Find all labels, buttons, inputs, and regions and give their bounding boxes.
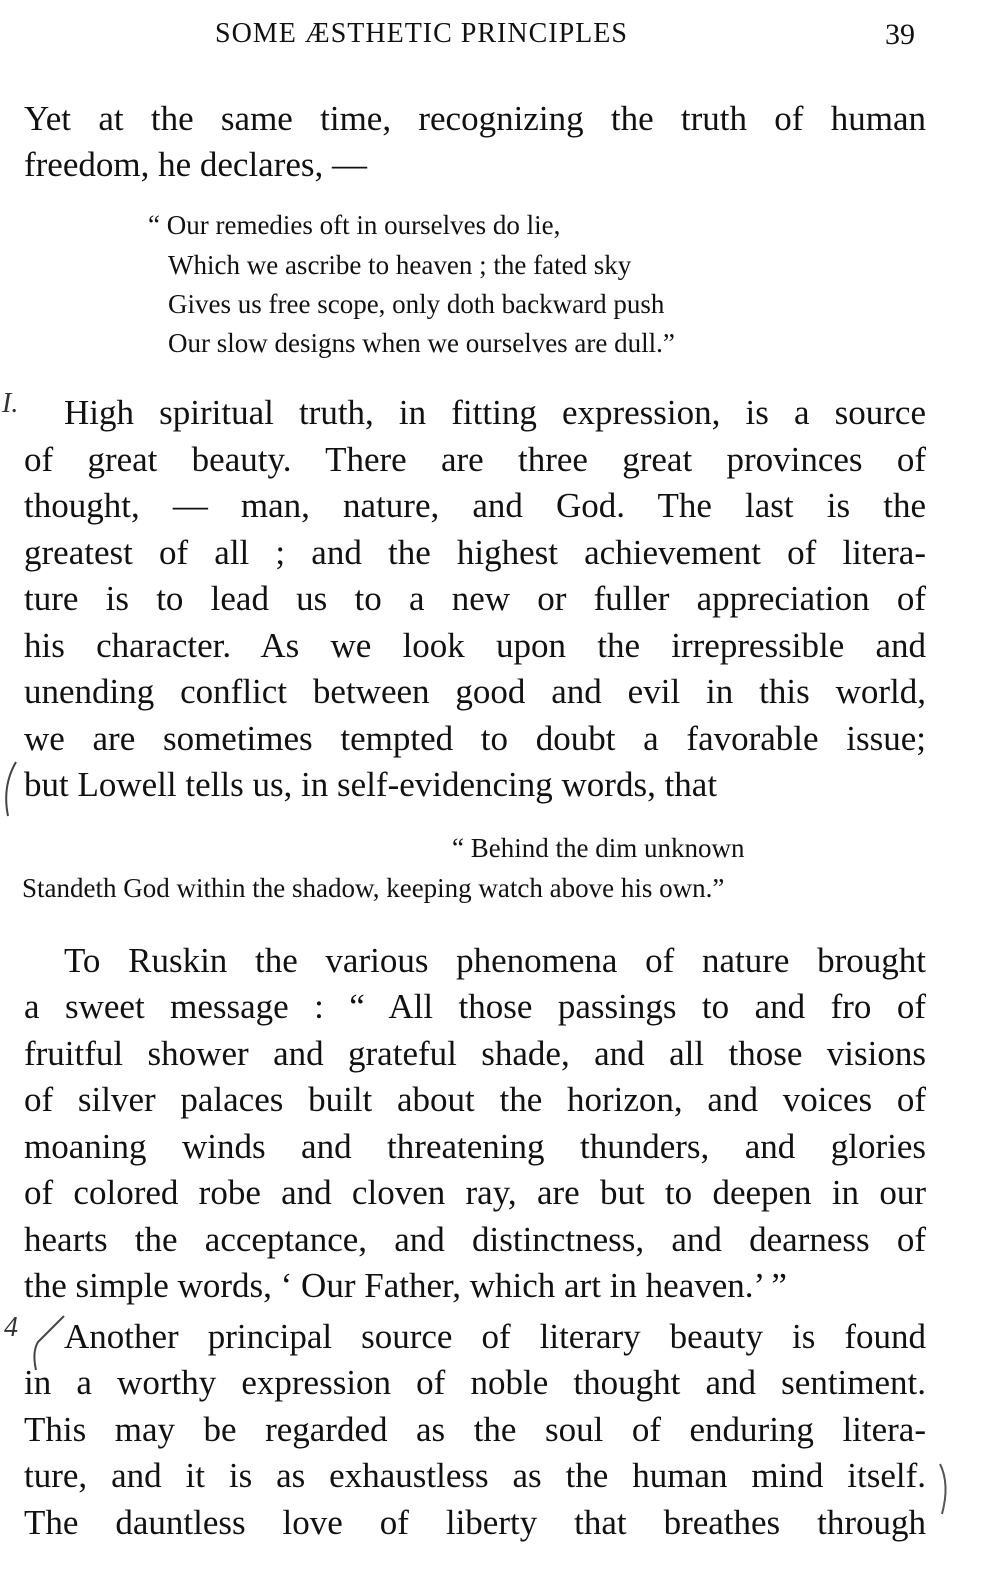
quote-1-line-2: Which we ascribe to heaven ; the fated sky (168, 250, 632, 280)
paragraph-1-line-2: freedom, he declares, — (24, 145, 368, 184)
paragraph-4-line-5: The dauntless love of liberty that breathes through (24, 1503, 926, 1542)
paragraph-3-line-8: the simple words, ‘ Our Father, which art in heaven.’ ” (24, 1266, 787, 1305)
paragraph-2-line-9: but Lowell tells us, in self-evidencing words, that (24, 765, 718, 804)
paragraph-1-line-1: Yet at the same time, recognizing the truth of human (24, 99, 926, 138)
paragraph-2-line-3: thought, — man, nature, and God. The last is the (24, 486, 926, 525)
pencil-right-bracket-icon (936, 1460, 956, 1520)
paragraph-3-line-2: a sweet message : “ All those passings to and fro of (24, 987, 926, 1026)
paragraph-3-line-7: hearts the acceptance, and distinctness, and dearness of (24, 1220, 926, 1259)
paragraph-3-line-3: fruitful shower and grateful shade, and all those visions (24, 1034, 926, 1073)
paragraph-3-line-5: moaning winds and threatening thunders, and glories (24, 1127, 926, 1166)
quote-2-line-1: “ Behind the dim unknown (452, 833, 745, 863)
page-number: 39 (885, 18, 915, 51)
paragraph-2-line-8: we are sometimes tempted to doubt a favorable issue; (24, 719, 926, 758)
paragraph-2-line-1: High spiritual truth, in fitting expression, is a source (64, 393, 926, 432)
paragraph-2-line-7: unending conflict between good and evil in this world, (24, 672, 926, 711)
pencil-bracket-icon (0, 758, 22, 822)
paragraph-2-line-2: of great beauty. There are three great provinces of (24, 440, 926, 479)
paragraph-3-line-1: To Ruskin the various phenomena of nature brought (64, 941, 926, 980)
paragraph-4-line-1: Another principal source of literary beauty is found (64, 1317, 926, 1356)
margin-note-1: I. (2, 388, 19, 419)
quote-1-line-1: “ Our remedies oft in ourselves do lie, (148, 210, 561, 240)
paragraph-3-line-6: of colored robe and cloven ray, are but to deepen in our (24, 1173, 926, 1212)
paragraph-2-line-6: his character. As we look upon the irrepressible and (24, 626, 926, 665)
paragraph-4-line-3: This may be regarded as the soul of enduring litera- (24, 1410, 926, 1449)
quote-2-line-2: Standeth God within the shadow, keeping watch above his own.” (22, 873, 725, 903)
paragraph-4-line-4: ture, and it is as exhaustless as the human mind itself. (24, 1456, 926, 1495)
paragraph-4-line-2: in a worthy expression of noble thought and sentiment. (24, 1363, 926, 1402)
paragraph-2-line-5: ture is to lead us to a new or fuller appreciation of (24, 579, 926, 618)
margin-note-4: 4 (4, 1312, 18, 1343)
paragraph-2-line-4: greatest of all ; and the highest achievement of litera- (24, 533, 926, 572)
running-head-title: SOME ÆSTHETIC PRINCIPLES (215, 18, 628, 49)
paragraph-3-line-4: of silver palaces built about the horizon, and voices of (24, 1080, 926, 1119)
quote-1-line-3: Gives us free scope, only doth backward push (168, 289, 665, 319)
quote-1-line-4: Our slow designs when we ourselves are dull.” (168, 328, 675, 358)
